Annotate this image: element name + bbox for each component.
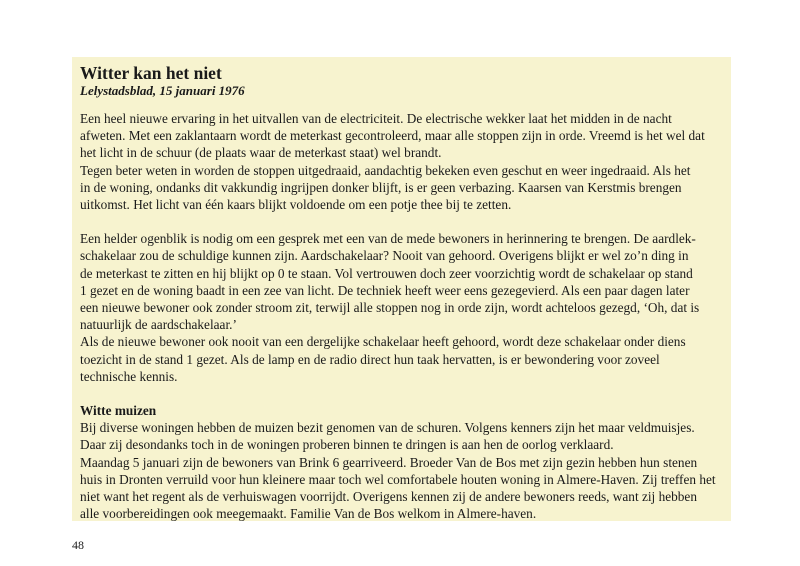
paragraph-gap <box>80 385 723 402</box>
page-number: 48 <box>72 538 84 552</box>
article-source: Lelystadsblad, 15 januari 1976 <box>80 83 245 98</box>
article-panel <box>72 57 731 521</box>
section-text: Bij diverse woningen hebben de muizen bezit genomen van de schuren. Volgens kenners zijn het maar veldmuisjes. Daar zij desondanks toch in de woningen proberen binnen te dringen is aan hen de oorlog verklaard. Maandag 5 januari zijn de bewoners van Brink 6 gearriveerd. Broeder Van de Bos met zijn gezin hebben hun stenen huis in Dronten verruild voor hun kleinere maar toch wel comfortabele houten woning in Almere-Haven. Zij treffen het niet want het regent als de verhuiswagen voorrijdt. Overigens kennen zij de andere bewoners reeds, want zij hebben alle voorbereidingen ook meegemaakt. Familie Van de Bos welkom in Almere-haven. <box>80 420 716 522</box>
paragraph-gap <box>80 213 723 230</box>
article-title: Witter kan het niet <box>80 63 222 83</box>
paragraph-2: Een helder ogenblik is nodig om een gesprek met een van de mede bewoners in herinnering te brengen. De aardlek- schakelaar zou de schuldige kunnen zijn. Aardschakelaar? Nooit van gehoord. Overigens blijkt er wel zo’n ding in de meterkast te zitten en hij blijkt op 0 te staan. Vol vertrouwen doch zeer voorzichtig wordt de schakelaar op stand 1 gezet en de woning baadt in een zee van licht. De techniek heeft weer eens gezegevierd. Als een paar dagen later een nieuwe bewoner ook zonder stroom zit, terwijl alle stoppen nog in orde zijn, wordt achteloos gezegd, ‘Oh, dat is natuurlijk de aardschakelaar.’ Als de nieuwe bewoner ook nooit van een dergelijke schakelaar heeft gehoord, wordt deze schakelaar onder diens toezicht in de stand 1 gezet. Als de lamp en de radio direct hun taak hervatten, is er bewondering voor zoveel technische kennis. <box>80 231 700 384</box>
paragraph-1: Een heel nieuwe ervaring in het uitvallen van de electriciteit. De electrische wekker laat het midden in de nacht afweten. Met een zaklantaarn wordt de meterkast gecontroleerd, maar alle stoppen zijn in orde. Vreemd is het wel dat het licht in de schuur (de plaats waar de meterkast staat) wel brandt. Tegen beter weten in worden de stoppen uitgedraaid, aandachtig bekeken even geschut en weer ingedraaid. Als het in de woning, ondanks dit vakkundig ingrijpen donker blijft, is er geen verbazing. Kaarsen van Kerstmis brengen uitkomst. Het licht van één kaars blijkt voldoende om een potje thee bij te zetten. <box>80 111 705 213</box>
section-heading: Witte muizen <box>80 403 157 419</box>
